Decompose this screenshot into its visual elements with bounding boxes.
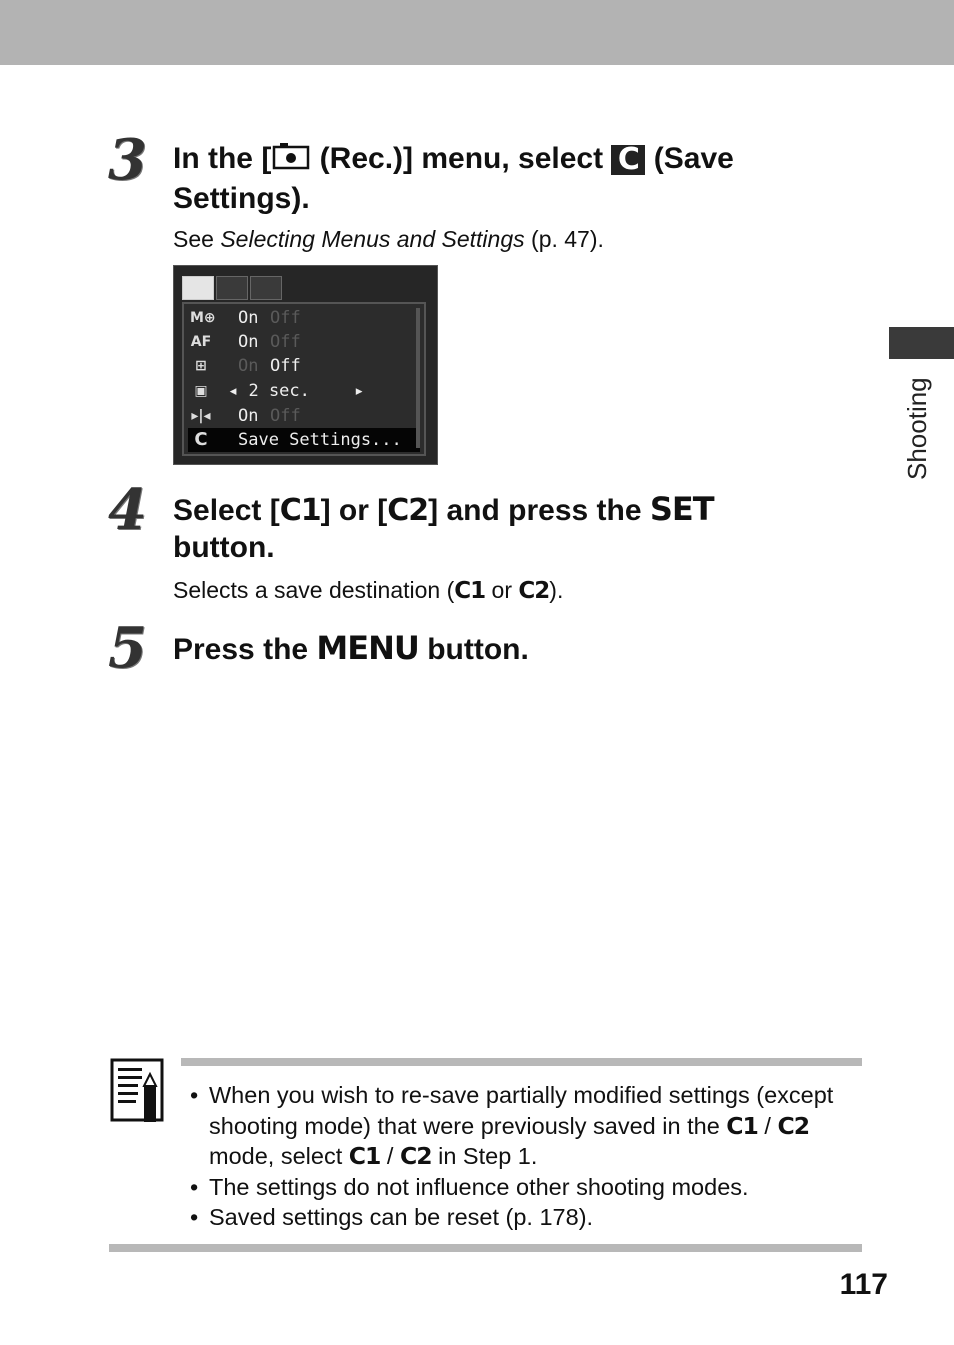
lcd-row: ⊞ On Off [188,354,420,378]
step-3-number: 3 [108,127,147,193]
note-item: • Saved settings can be reset (p. 178). [190,1202,850,1233]
c1-icon: C1 [279,493,321,528]
lcd-arrow-right-icon: ▸ [354,381,365,401]
note-item: • The settings do not influence other shooting modes. [190,1172,850,1203]
c2-icon: C2 [399,1142,432,1170]
lcd-tab-setup [250,276,282,300]
chapter-tab [889,327,954,359]
lcd-scrollbar [416,308,420,448]
lcd-row-icon: ▣ [194,383,208,399]
lcd-menu-panel [182,302,426,456]
note-list [190,1080,850,1233]
c1-icon: C1 [454,578,486,604]
c2-icon: C2 [777,1111,810,1140]
lcd-row-icon: M⊕ [190,310,216,326]
lcd-row: AF On Off [190,332,301,352]
camera-menu-screenshot [173,265,438,465]
c1-icon: C1 [726,1111,758,1140]
save-settings-icon: C [611,145,645,175]
chapter-label: Shooting [902,377,932,480]
camera-icon [271,141,311,180]
lcd-row: M⊕ On Off [190,308,301,328]
note-item: • When you wish to re-save partially modified settings (except shooting mode) that were previously saved in the C1 / C2 mode, select C1 / C2 in Step 1. [190,1080,850,1172]
note-rule-bottom [109,1244,862,1252]
page-number: 117 [839,1268,888,1301]
memo-icon [110,1058,164,1124]
step-4-title: Select [C1] or [C2] and press the SET button. [173,490,714,564]
step-4-number: 4 [108,477,147,543]
lcd-row: ▣ ◂ 2 sec. ▸ [188,379,420,403]
step-3-description: See Selecting Menus and Settings (p. 47). [173,226,604,252]
header-band [0,0,954,65]
c2-icon: C2 [387,493,429,528]
lcd-tab-play [216,276,248,300]
lcd-tab-rec [182,276,214,300]
menu-button-label: MENU [316,629,419,667]
lcd-row: ▸|◂ On Off [191,406,301,426]
step-5-title: Press the MENU button. [173,629,529,667]
lcd-row-icon: ⊞ [195,358,207,374]
set-button-label: SET [649,490,714,528]
step-5-number: 5 [108,615,147,681]
lcd-row-icon: C [194,429,208,450]
step-3-title: In the [ (Rec.)] menu, select C (Save Settings). [173,142,734,215]
c2-icon: C2 [518,578,550,604]
note-rule-top [181,1058,862,1066]
c1-icon: C1 [348,1142,381,1170]
step-4-description: Selects a save destination (C1 or C2). [173,577,564,604]
lcd-menu-tabs [182,276,284,302]
lcd-row-selected: C Save Settings... [188,428,420,452]
lcd-row-icon: AF [190,334,212,350]
lcd-row-icon: ▸|◂ [191,408,211,424]
